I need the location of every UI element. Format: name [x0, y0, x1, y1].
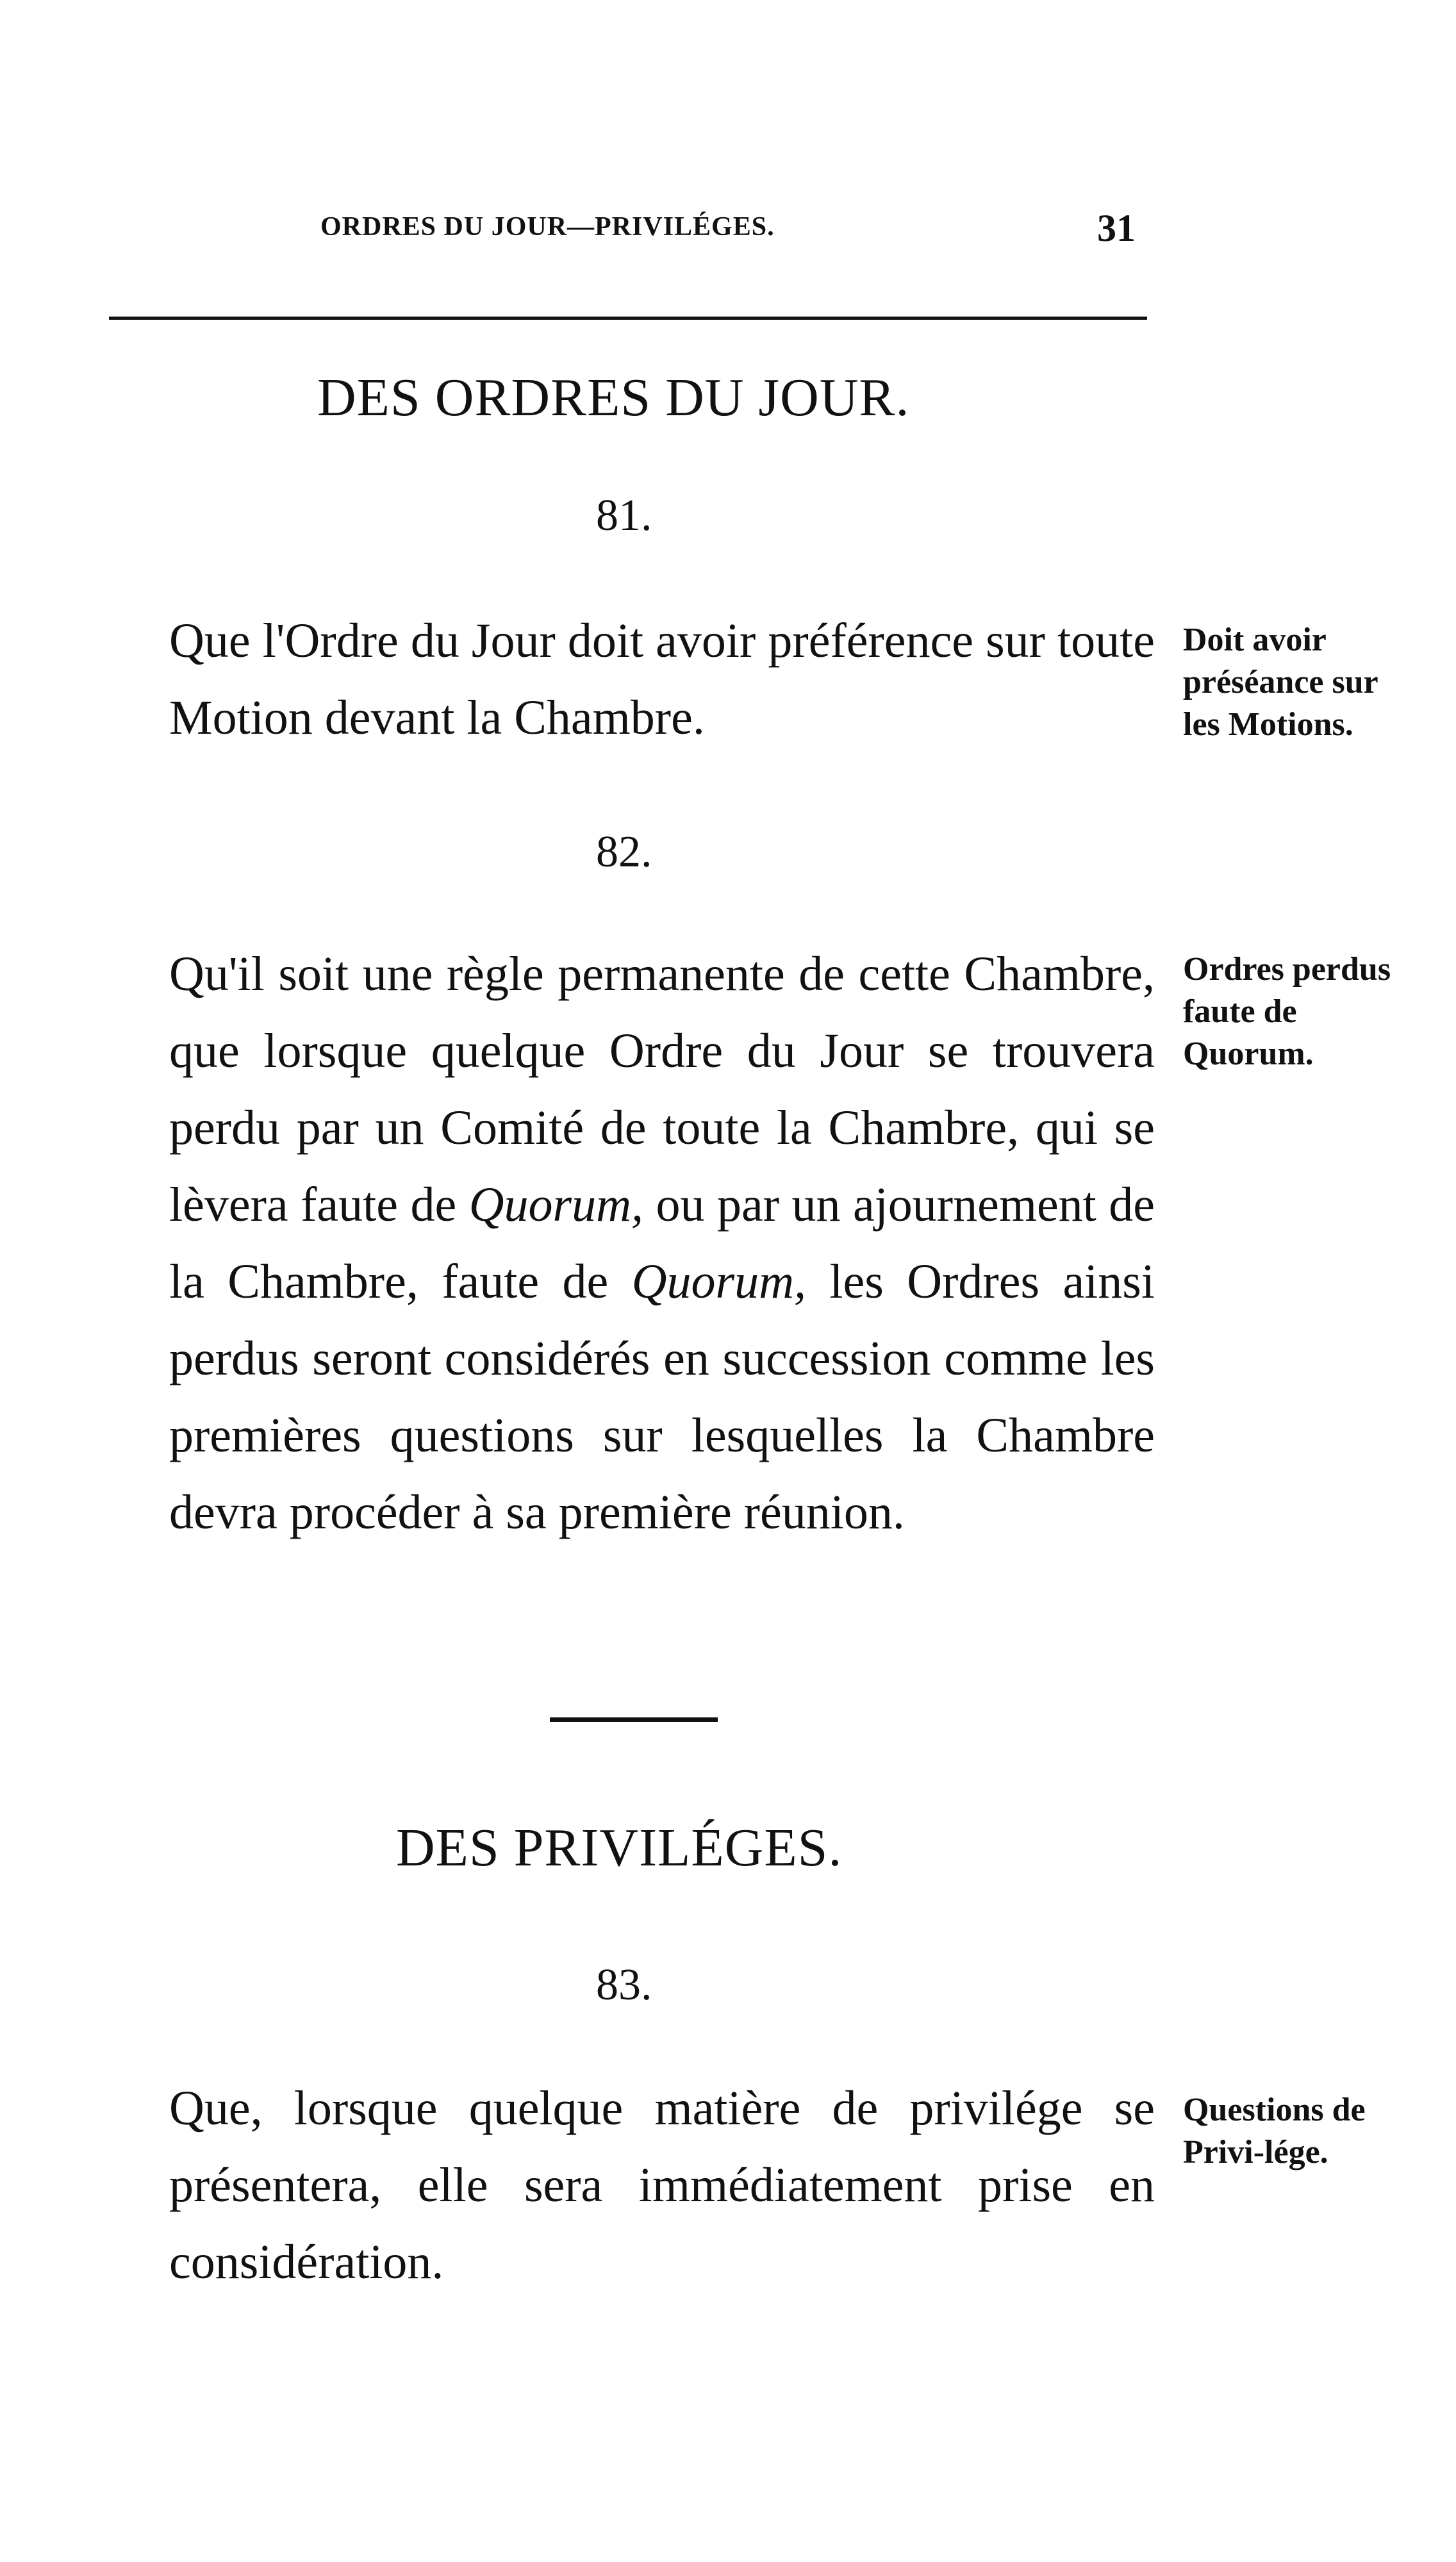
rule-text-82 — [112, 936, 1155, 1551]
rule-number-83: 83. — [596, 1960, 652, 2010]
rule-number-82: 82. — [596, 827, 652, 877]
running-head: ORDRES DU JOUR—PRIVILÉGES. — [320, 212, 775, 242]
rule-text-83-body: Que, lorsque quelque matière de privilége se présentera, elle sera immédiatement prise en considération. — [169, 2081, 1155, 2289]
rule-text-82-part2: ou par un ajournement de la Chambre, faute de — [169, 1178, 1155, 1309]
quorum-italic-1: Quorum, — [468, 1178, 644, 1232]
rule-text-83 — [112, 2070, 1155, 2301]
rule-number-81: 81. — [596, 491, 652, 540]
rule-text-81 — [112, 602, 1155, 756]
rule-text-81-body: Que l'Ordre du Jour doit avoir préférence sur toute Motion devant la Chambre. — [169, 614, 1155, 745]
section-separator — [550, 1717, 718, 1722]
section-title-privileges: DES PRIVILÉGES. — [396, 1818, 843, 1878]
margin-note-82: Ordres perdus faute de Quorum. — [1183, 951, 1391, 1072]
margin-note-83: Questions de Privi-lége. — [1183, 2092, 1366, 2170]
rule-text-82-part3: les Ordres ainsi perdus seront considérés en succession comme les premières questions sur lesquelles la Chambre devra procéder à sa première réunion. — [169, 1255, 1155, 1539]
quorum-italic-2: Quorum, — [631, 1255, 807, 1309]
section-title-ordres-du-jour: DES ORDRES DU JOUR. — [317, 368, 910, 427]
rule-text-82-part1: Qu'il soit une règle permanente de cette Chambre, que lorsque quelque Ordre du Jour se trouvera perdu par un Comité de toute la Chambre, qui se lèvera faute de — [169, 947, 1155, 1232]
margin-note-81: Doit avoir préséance sur les Motions. — [1183, 622, 1378, 743]
rule-text-82-body — [112, 936, 1155, 1551]
header-rule — [109, 317, 1147, 320]
page-number: 31 — [1097, 207, 1136, 249]
